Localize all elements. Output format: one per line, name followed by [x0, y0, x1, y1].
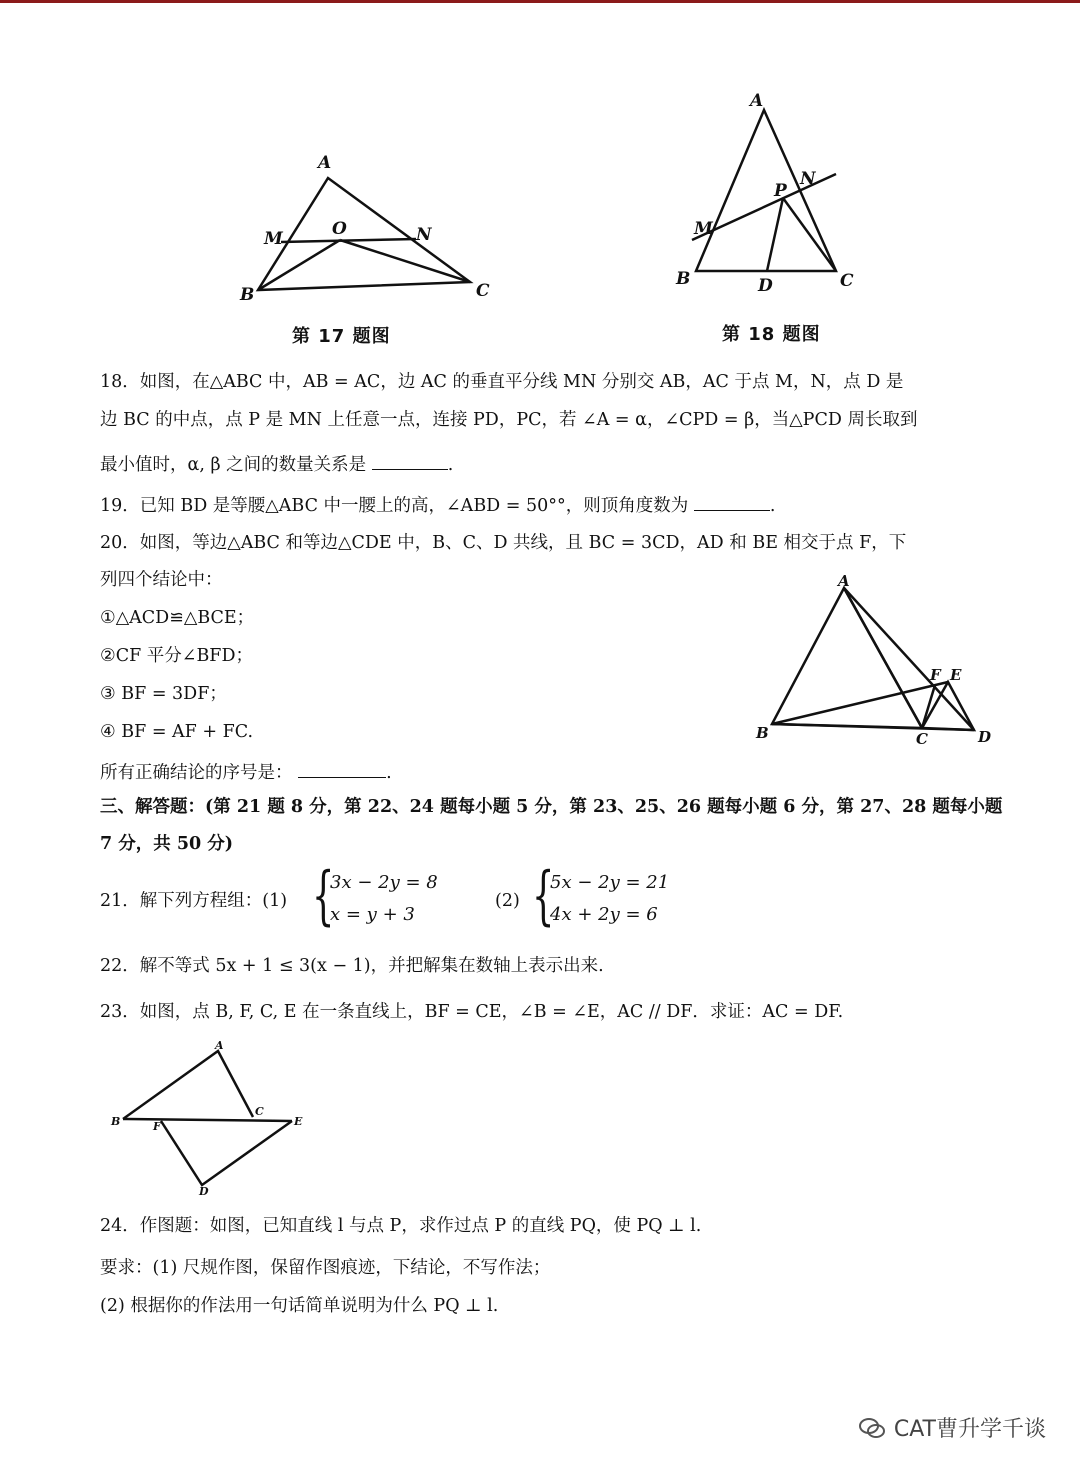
q21-label: 21．解下列方程组：(1) [100, 891, 288, 911]
q21-system-1 [312, 859, 472, 934]
q21-brace-1: { [312, 859, 335, 933]
q18-line3: 最小值时，α, β 之间的数量关系是 . [100, 451, 453, 477]
label-O: O [332, 219, 347, 239]
q18-line1: 18．如图，在△ABC 中，AB = AC，边 AC 的垂直平分线 MN 分别交 AB，AC 于点 M，N，点 D 是 [100, 372, 904, 392]
figure-23 [105, 1035, 315, 1205]
label-C: C [916, 730, 928, 748]
figure-20-diagram [748, 572, 998, 752]
q22: 22．解不等式 5x + 1 ≤ 3(x − 1)，并把解集在数轴上表示出来. [100, 956, 604, 976]
q24-line3: (2) 根据你的作法用一句话简单说明为什么 PQ ⊥ l. [100, 1296, 499, 1316]
q21-sys2-eq2: 4x + 2y = 6 [550, 904, 658, 925]
q18-answer-blank[interactable] [372, 451, 448, 470]
watermark [858, 1412, 1046, 1443]
label-B: B [676, 269, 691, 289]
label-N: N [800, 169, 816, 189]
q19: 19．已知 BD 是等腰△ABC 中一腰上的高，∠ABD = 50°°，则顶角度数为 . [100, 492, 775, 518]
label-M: M [264, 229, 283, 249]
wechat-icon [858, 1416, 886, 1440]
q23: 23．如图，点 B, F, C, E 在一条直线上，BF = CE，∠B = ∠E，AC // DF．求证：AC = DF. [100, 1002, 844, 1022]
q20-item-4: ④ BF = AF + FC. [100, 722, 254, 742]
q19-text: 19．已知 BD 是等腰△ABC 中一腰上的高，∠ABD = 50°°，则顶角度数为 [100, 496, 689, 516]
q21-brace-2: { [532, 859, 555, 933]
label-D: D [199, 1185, 209, 1198]
label-A: A [318, 153, 332, 173]
q21-system-2 [532, 859, 692, 934]
section3-line1: 三、解答题：(第 21 题 8 分，第 22、24 题每小题 5 分，第 23、25、26 题每小题 6 分，第 27、28 题每小题 [100, 797, 1003, 817]
label-C: C [255, 1105, 264, 1118]
q20-item-1: ①△ACD≌△BCE； [100, 608, 255, 628]
q24-line2: 要求：(1) 尺规作图，保留作图痕迹，下结论，不写作法； [100, 1258, 551, 1278]
q20-prompt: 所有正确结论的序号是： . [100, 759, 392, 785]
figure-18-caption: 第 18 题图 [722, 324, 821, 345]
label-D: D [758, 276, 773, 296]
label-A: A [750, 91, 764, 111]
label-E: E [294, 1115, 303, 1128]
label-M: M [694, 219, 713, 239]
figure-23-diagram [105, 1035, 315, 1205]
q18-line2: 边 BC 的中点，点 P 是 MN 上任意一点，连接 PD，PC，若 ∠A = α，∠CPD = β，当△PCD 周长取到 [100, 410, 918, 430]
q20-item-2: ②CF 平分∠BFD； [100, 646, 253, 666]
label-P: P [774, 181, 787, 201]
label-C: C [840, 271, 854, 291]
q21-part2-label: (2) [495, 891, 520, 911]
label-D: D [978, 728, 992, 746]
label-C: C [476, 281, 490, 301]
figure-20 [748, 572, 998, 752]
label-N: N [416, 225, 432, 245]
figure-18-diagram [670, 88, 860, 298]
q20-prompt-text: 所有正确结论的序号是： [100, 763, 293, 783]
q18-line3-text: 最小值时，α, β 之间的数量关系是 [100, 455, 367, 475]
figure-18 [670, 88, 860, 298]
figure-17-diagram [230, 150, 510, 310]
q20-line1: 20．如图，等边△ABC 和等边△CDE 中，B、C、D 共线，且 BC = 3CD，AD 和 BE 相交于点 F，下 [100, 533, 907, 553]
label-E: E [950, 666, 962, 684]
label-B: B [756, 724, 769, 742]
figure-17 [230, 150, 510, 310]
label-F: F [930, 666, 941, 684]
top-border [0, 0, 1080, 3]
label-A: A [838, 572, 850, 590]
q21-sys1-eq1: 3x − 2y = 8 [330, 872, 438, 893]
section3-line2: 7 分，共 50 分) [100, 834, 234, 854]
q21-sys1-eq2: x = y + 3 [330, 904, 415, 925]
figure-17-caption: 第 17 题图 [292, 326, 391, 347]
q20-item-3: ③ BF = 3DF； [100, 684, 227, 704]
label-B: B [111, 1115, 121, 1128]
label-A: A [215, 1039, 224, 1052]
watermark-text: CAT曹升学千谈 [893, 1417, 1046, 1442]
q20-line2: 列四个结论中： [100, 570, 223, 590]
q24-line1: 24．作图题：如图，已知直线 l 与点 P，求作过点 P 的直线 PQ，使 PQ ⊥ l. [100, 1216, 702, 1236]
q20-answer-blank[interactable] [298, 759, 386, 778]
q21-sys2-eq1: 5x − 2y = 21 [550, 872, 670, 893]
q19-answer-blank[interactable] [694, 492, 770, 511]
label-F: F [153, 1120, 161, 1133]
label-B: B [240, 285, 255, 305]
